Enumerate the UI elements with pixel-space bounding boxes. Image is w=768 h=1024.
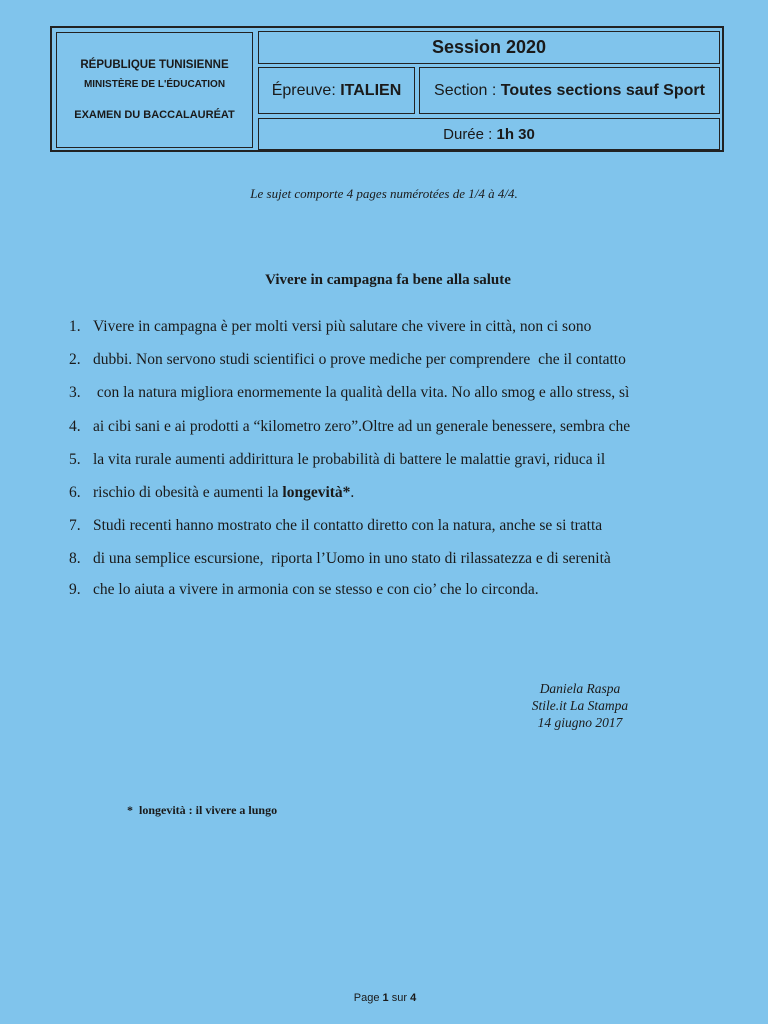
page-current: 1	[382, 992, 389, 1004]
page-total: 4	[410, 992, 417, 1004]
line-number: 7.	[69, 517, 81, 534]
country-label: RÉPUBLIQUE TUNISIENNE	[80, 59, 229, 71]
section-label: Section :	[434, 81, 501, 99]
line-number: 2.	[69, 351, 81, 368]
footnote: * longevità : il vivere a lungo	[127, 803, 278, 817]
page-prefix: Page	[353, 992, 383, 1004]
session-label: Session 2020	[431, 37, 547, 57]
line-number: 4.	[69, 418, 81, 435]
duree-value: 1h 30	[496, 125, 535, 143]
line-number: 1.	[69, 318, 81, 335]
line-text: ai cibi sani e ai prodotti a “kilometro zero”.Oltre ad un generale benessere, sembra che	[93, 418, 631, 435]
line-number: 3.	[69, 384, 81, 401]
line-text: la vita rurale aumenti addirittura le probabilità di battere le malattie gravi, riduca il	[93, 451, 606, 468]
line-text: che lo aiuta a vivere in armonia con se stesso e con cio’ che lo circonda.	[93, 581, 539, 598]
duree-cell	[258, 118, 720, 150]
epreuve-label: Épreuve:	[271, 81, 341, 99]
line-number: 8.	[69, 550, 81, 567]
epreuve-value: ITALIEN	[340, 81, 402, 99]
exam-header	[50, 26, 724, 152]
page-mid: sur	[388, 992, 411, 1004]
source-name: Stile.it La Stampa	[531, 698, 629, 713]
page-number	[0, 992, 768, 1004]
ministry-label: MINISTÈRE DE L'ÉDUCATION	[83, 79, 226, 90]
text-title: Vivere in campagna fa bene alla salute	[265, 272, 511, 288]
section-value: Toutes sections sauf Sport	[500, 81, 705, 99]
signature-block	[440, 680, 720, 731]
author-name: Daniela Raspa	[539, 681, 621, 696]
session-cell	[258, 31, 720, 64]
subject-note: Le sujet comporte 4 pages numérotées de 1/4 à 4/4.	[250, 186, 518, 201]
line-text: di una semplice escursione, riporta l’Uomo in uno stato di rilassatezza e di serenità	[93, 550, 611, 567]
line-text: dubbi. Non servono studi scientifici o prove mediche per comprendere che il contatto	[93, 351, 626, 368]
line-text	[93, 484, 354, 502]
line-number: 6.	[69, 484, 81, 501]
line-text: Studi recenti hanno mostrato che il contatto diretto con la natura, anche se si tratta	[93, 517, 603, 534]
longevita-term: longevità*	[282, 484, 351, 501]
institution-box	[56, 32, 253, 148]
line-number: 9.	[69, 581, 81, 598]
line-text-after: .	[350, 484, 355, 501]
line-text: con la natura migliora enormemente la qualità della vita. No allo smog e allo stress, sì	[93, 384, 630, 401]
publication-date: 14 giugno 2017	[537, 715, 623, 730]
section-cell	[419, 67, 720, 114]
line-number: 5.	[69, 451, 81, 468]
exam-label: EXAMEN DU BACCALAURÉAT	[74, 109, 235, 121]
line-text-before: rischio di obesità e aumenti la	[93, 484, 283, 501]
duree-label: Durée :	[443, 125, 497, 143]
epreuve-cell	[258, 67, 415, 114]
line-text: Vivere in campagna è per molti versi più salutare che vivere in città, non ci sono	[93, 318, 592, 335]
